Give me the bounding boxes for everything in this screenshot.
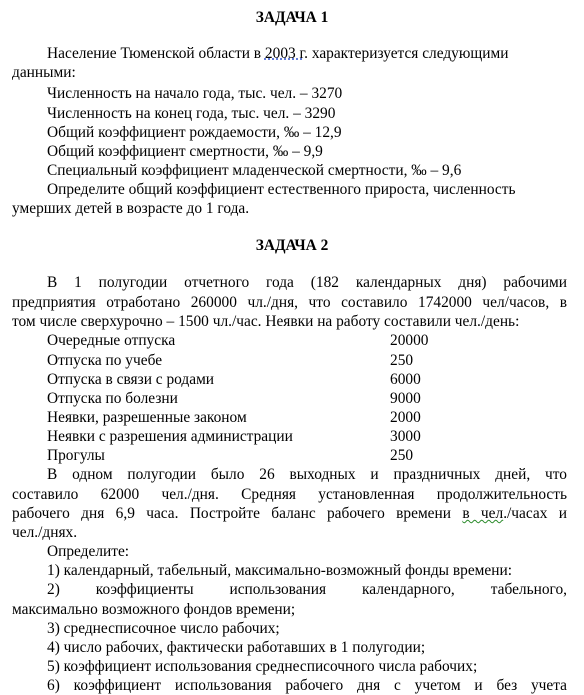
task2-paragraph2-text-c: ./часах и bbox=[503, 505, 567, 522]
task2-paragraph1-line1: В 1 полугодии отчетного года (182 календарных дня) рабочими bbox=[47, 274, 567, 291]
task1-title: ЗАДАЧА 1 bbox=[255, 9, 329, 26]
task1-intro-line1 bbox=[47, 44, 567, 63]
absence-value: 250 bbox=[390, 447, 414, 464]
absence-value: 6000 bbox=[390, 371, 421, 388]
absence-value: 9000 bbox=[390, 390, 421, 407]
task2-question-1: 1) календарный, табельный, максимально-возможный фонды времени: bbox=[47, 562, 512, 579]
absence-label: Неявки, разрешенные законом bbox=[47, 409, 247, 426]
task2-paragraph2-line1: В одном полугодии было 26 выходных и праздничных дней, что bbox=[47, 466, 567, 483]
task2-title: ЗАДАЧА 2 bbox=[255, 237, 329, 254]
absence-row bbox=[47, 408, 567, 427]
task2-paragraph1-line2: предприятия отработано 260000 чл./дня, что составило 1742000 чел/часов, в bbox=[12, 294, 567, 311]
absence-value: 250 bbox=[390, 352, 414, 369]
absence-value: 20000 bbox=[390, 332, 429, 349]
absence-label: Очередные отпуска bbox=[47, 332, 176, 349]
task1-intro-text-b: . характеризуется следующими bbox=[304, 45, 509, 62]
task2-question-2-line1: 2) коэффициенты использования календарного, табельного, bbox=[47, 581, 567, 598]
task2-question-3: 3) среднесписочное число рабочих; bbox=[47, 620, 280, 637]
absence-row bbox=[47, 370, 567, 389]
task2-question-4: 4) число рабочих, фактически работавших в 1 полугодии; bbox=[47, 639, 426, 656]
absence-row bbox=[47, 389, 567, 408]
absence-label: Отпуска в связи с родами bbox=[47, 371, 215, 388]
absence-label: Отпуска по учебе bbox=[47, 352, 163, 369]
task1-item: Общий коэффициент рождаемости, ‰ – 12,9 bbox=[47, 124, 342, 141]
task1-intro-text-a: Население Тюменской области в bbox=[47, 45, 265, 62]
task2-paragraph1-line3: том числе сверхурочно – 1500 чл./час. Неявки на работу составили чел./день: bbox=[12, 313, 520, 330]
task2-question-2-line2: максимально возможного фондов времени; bbox=[12, 601, 296, 618]
task2-paragraph2-line3 bbox=[12, 504, 567, 523]
absence-row bbox=[47, 351, 567, 370]
absence-row bbox=[47, 427, 567, 446]
absence-label: Прогулы bbox=[47, 447, 105, 464]
task2-paragraph2-text-a: рабочего дня 6,9 часа. Постройте баланс рабочего времени bbox=[12, 505, 463, 522]
task2-paragraph2-line4: чел./днях. bbox=[12, 524, 78, 541]
task2-determine: Определите: bbox=[47, 543, 130, 560]
task1-intro-year: 2003 г bbox=[264, 45, 305, 62]
task1-item: Численность на конец года, тыс. чел. – 3290 bbox=[47, 105, 336, 122]
task2-question-6: 6) коэффициент использования рабочего дня с учетом и без учета bbox=[47, 677, 567, 694]
absence-label: Отпуска по болезни bbox=[47, 390, 178, 407]
task2-paragraph2-line2: составило 62000 чел./дня. Средняя установленная продолжительность bbox=[12, 486, 567, 503]
absence-row bbox=[47, 446, 567, 465]
task1-item: Специальный коэффициент младенческой смертности, ‰ – 9,6 bbox=[47, 162, 462, 179]
task2-question-5: 5) коэффициент использования среднесписочного числа рабочих; bbox=[47, 658, 478, 675]
task1-intro-line2: данными: bbox=[12, 64, 76, 81]
absence-label: Неявки с разрешения администрации bbox=[47, 428, 293, 445]
task2-paragraph2-text-b: в чел bbox=[462, 505, 504, 522]
task1-question-line2: умерших детей в возрасте до 1 года. bbox=[12, 200, 250, 217]
absence-row bbox=[47, 331, 567, 350]
task1-item: Численность на начало года, тыс. чел. – 3270 bbox=[47, 85, 343, 102]
task1-question-line1: Определите общий коэффициент естественного прироста, численность bbox=[47, 181, 516, 198]
task1-item: Общий коэффициент смертности, ‰ – 9,9 bbox=[47, 143, 323, 160]
absence-value: 2000 bbox=[390, 409, 421, 426]
absence-value: 3000 bbox=[390, 428, 421, 445]
